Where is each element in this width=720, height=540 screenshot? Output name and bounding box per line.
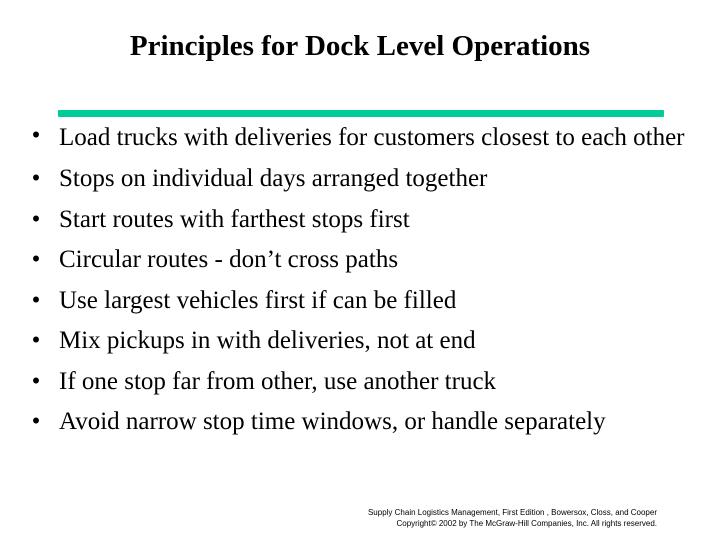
title-underline-rule (58, 110, 664, 117)
copyright-footer (300, 507, 657, 529)
slide-title: Principles for Dock Level Operations (129, 30, 591, 62)
bullet-dot-icon: • (31, 205, 41, 233)
bullet-item (28, 402, 704, 443)
footer-copyright: Copyright© 2002 by The McGraw-Hill Companies, Inc. All rights reserved. (396, 519, 657, 528)
bullet-item (28, 200, 704, 241)
bullet-dot-icon: • (31, 246, 41, 273)
bullet-item (28, 159, 704, 200)
bullet-dot-icon: • (31, 165, 41, 192)
footer-citation: Supply Chain Logistics Management, First Edition , Bowersox, Closs, and Cooper (367, 508, 657, 517)
bullet-text: If one stop far from other, use another truck (59, 367, 497, 395)
bullet-text: Circular routes - don’t cross paths (59, 246, 399, 273)
bullet-item (28, 321, 704, 362)
bullet-dot-icon: • (31, 408, 41, 435)
bullet-text: Load trucks with deliveries for customers closest to each other (59, 124, 685, 151)
bullet-text: Mix pickups in with deliveries, not at end (59, 327, 476, 354)
bullet-text: Start routes with farthest stops first (59, 205, 410, 233)
bullet-text: Avoid narrow stop time windows, or handle separately (59, 408, 606, 435)
bullet-item (28, 240, 704, 281)
bullet-list (28, 118, 704, 443)
bullet-text: Use largest vehicles first if can be filled (59, 286, 457, 314)
bullet-text: Stops on individual days arranged together (59, 165, 488, 192)
bullet-dot-icon: • (31, 367, 41, 395)
bullet-dot-icon: • (31, 327, 41, 354)
bullet-item (28, 118, 704, 159)
bullet-dot-icon: • (31, 286, 41, 314)
bullet-item (28, 281, 704, 322)
bullet-dot-icon: • (31, 122, 41, 149)
bullet-item (28, 362, 704, 403)
